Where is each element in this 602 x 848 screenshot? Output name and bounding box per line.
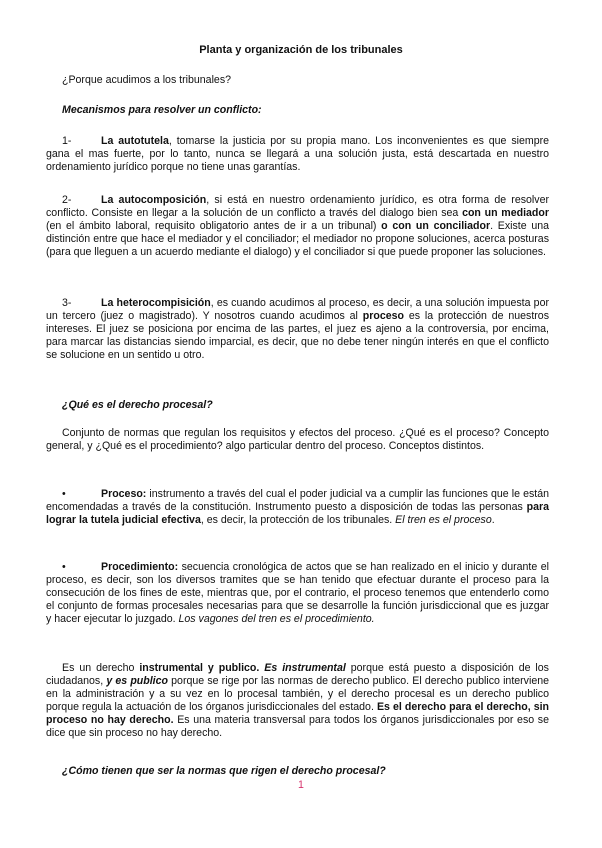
heading-procesal: ¿Qué es el derecho procesal? — [62, 399, 213, 411]
heading-normas: ¿Cómo tienen que ser la normas que rigen el derecho procesal? — [62, 765, 386, 777]
bullet-proceso — [46, 488, 549, 527]
paragraph-heterocomposicion — [46, 297, 549, 362]
text-segment: . — [491, 514, 495, 527]
heading-mechanisms: Mecanismos para resolver un conflicto: — [62, 104, 262, 116]
text-segment: Es un derecho — [62, 662, 140, 674]
text-autotutela: , tomarse la justicia por su propia mano. Los inconvenientes es que siempre gana el mas fuerte, por lo tanto, nunca se llegará a una solución justa, está descartada en nuestro ordenamiento jurídico porque no tiene unas garantías. — [46, 135, 549, 174]
text-segment: , es cuando acudimos al proceso, es decir, a una solución impuesta por un tercero (juez o magistrado). Y nosotros cuando acudimos al — [46, 297, 549, 323]
term-proceso: Proceso: — [101, 488, 147, 500]
text-segment: Es una materia transversal para todos los órganos jurisdiccionales por eso se dice que sin proceso no hay derecho. — [46, 714, 549, 740]
text-segment: es la protección de nuestros intereses. El juez se posiciona por encima de las partes, el juez es ajeno a la controversia, por encima, para marcar las distancias siendo imparcial, es decir, que no debe tener ningún interés en que el conflicto se solucione en un sentido u otro. — [46, 310, 549, 362]
text-segment: instrumento a través del cual el poder judicial va a cumplir las funciones que le están encomendadas a través de la constitución. Instrumento puesto a disposición de todas las personas — [46, 488, 549, 514]
bold-italic-segment: Es instrumental — [264, 662, 346, 674]
text-segment: , es decir, la protección de los tribunales. — [200, 514, 396, 527]
page-title: Planta y organización de los tribunales — [199, 44, 403, 56]
list-number: 1- — [62, 135, 72, 147]
bullet-procedimiento — [46, 561, 549, 626]
term-autotutela: La autotutela — [101, 135, 169, 147]
bold-segment: o con un conciliador — [381, 220, 491, 233]
text-segment: secuencia cronológica de actos que se han realizado en el inicio y durante el proceso, es decir, son los diversos tramites que se han tenido que efectuar durante el proceso para la consecución de los fines de este, mientras que, por el contrario, el proceso tenemos que entenderlo como el conjunto de formas procesales necesarias para que se desarrolle la función jurisdiccional que es juzgar y hacer ejecutar lo juzgado. — [46, 561, 549, 626]
bold-segment: con un mediador — [462, 207, 549, 220]
paragraph-instrumental — [46, 662, 549, 741]
paragraph-autotutela — [46, 135, 549, 174]
page-number: 1 — [298, 779, 304, 791]
list-number: 2- — [62, 194, 72, 206]
paragraph-definition: Conjunto de normas que regulan los requisitos y efectos del proceso. ¿Qué es el proceso? Concepto general, y ¿Qué es el procedimiento? algo particular dentro del proceso. Conceptos distintos. — [46, 427, 549, 453]
text-segment: (en el ámbito laboral, requisito obligatorio antes de ir a un tribunal) — [46, 220, 382, 233]
bullet-symbol: • — [62, 561, 66, 573]
bold-segment: proceso — [362, 310, 404, 323]
bold-segment: para lograr la tutela judicial efectiva — [46, 501, 549, 527]
text-segment: , si está en nuestro ordenamiento jurídico, es otra forma de resolver conflicto. Consiste en llegar a la solución de un conflicto a través del dialogo bien sea — [46, 194, 549, 220]
italic-segment: Los vagones del tren es el procedimiento. — [178, 613, 375, 626]
list-number: 3- — [62, 297, 72, 309]
term-autocomposicion: La autocomposición — [101, 194, 207, 206]
term-procedimiento: Procedimiento: — [101, 561, 179, 573]
bold-segment: instrumental y publico. — [139, 662, 260, 674]
text-segment: . Existe una distinción entre que hace el mediador y el conciliador; el mediador no propone soluciones, acerca posturas (para que lleguen a un acuerdo mediante el dialogo) y el conciliador si que puede proponer las soluciones. — [46, 220, 549, 259]
term-heterocomposicion: La heterocompisición — [101, 297, 211, 309]
italic-segment: El tren es el proceso — [395, 514, 492, 527]
paragraph-autocomposicion — [46, 194, 549, 259]
intro-question: ¿Porque acudimos a los tribunales? — [62, 74, 232, 86]
bold-italic-segment: y es publico — [106, 675, 168, 688]
text-segment: porque está puesto a disposición de los ciudadanos, — [46, 662, 549, 688]
bold-segment: Es el derecho para el derecho, sin proceso no hay derecho. — [46, 701, 550, 727]
bullet-symbol: • — [62, 488, 66, 500]
text-segment: porque se rige por las normas de derecho publico. El derecho publico interviene en la administración y a su vez en lo procesal también, y el derecho procesal es un derecho publico porque regula la actuación de los órganos jurisdiccionales del estado. — [46, 675, 550, 714]
